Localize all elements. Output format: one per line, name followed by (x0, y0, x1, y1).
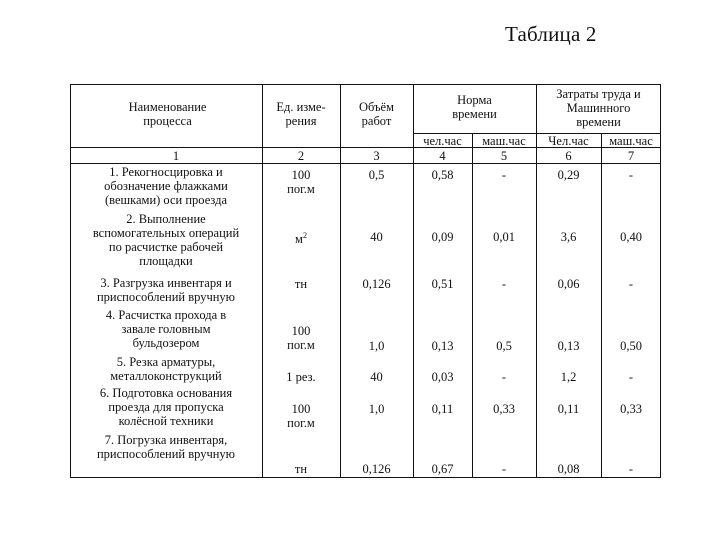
colnum-3: 3 (373, 149, 380, 163)
row7-name: 7. Погрузка инвентаря, приспособлений вручную (96, 433, 236, 461)
row2-labor-machine: 0,40 (620, 230, 642, 244)
colnum-4: 4 (439, 149, 446, 163)
header-labor: Затраты труда и Машинного времени (556, 87, 641, 129)
row3-norm-people: 0,51 (431, 277, 454, 291)
row2-volume: 40 (370, 230, 383, 244)
row5-labor-people: 1,2 (560, 370, 577, 384)
colnum-2: 2 (297, 149, 305, 163)
row3-labor-machine: - (628, 277, 634, 291)
row5-norm-machine: - (501, 370, 507, 384)
row5-unit: 1 рез. (286, 370, 316, 384)
row7-unit: тн (294, 462, 308, 476)
subheader-norm-people: чел.час (423, 134, 462, 148)
row7-labor-people: 0,08 (557, 462, 580, 476)
header-norm: Норма времени (452, 93, 497, 121)
row5-norm-people: 0,03 (431, 370, 454, 384)
row1-labor-people: 0,29 (557, 168, 580, 182)
row7-norm-machine: - (501, 462, 507, 476)
row4-name: 4. Расчистка прохода в завале головным бульдозером (105, 308, 227, 350)
header-process: Наименование процесса (128, 100, 207, 128)
row1-norm-machine: - (501, 168, 507, 182)
colnum-5: 5 (500, 149, 508, 163)
row2-norm-people: 0,09 (431, 230, 454, 244)
row4-unit: 100 пог.м (287, 324, 315, 352)
row1-labor-machine: - (628, 168, 634, 182)
row4-volume: 1,0 (368, 339, 385, 353)
row6-volume: 1,0 (368, 402, 385, 416)
row6-labor-people: 0,11 (557, 402, 580, 416)
row2-name: 2. Выполнение вспомогательных операций по расчистке рабочей площадки (92, 212, 240, 268)
row3-labor-people: 0,06 (557, 277, 580, 291)
row5-volume: 40 (370, 370, 383, 384)
row2-unit: $м^2$ (295, 230, 307, 246)
header-unit: Ед. изме- рения (276, 100, 326, 128)
colnum-1: 1 (172, 149, 180, 163)
subheader-labor-machine: маш.час (609, 134, 653, 148)
row6-norm-people: 0,11 (431, 402, 454, 416)
row4-labor-people: 0,13 (557, 339, 580, 353)
row4-labor-machine: 0,50 (620, 339, 642, 353)
colnum-6: 6 (565, 149, 572, 163)
row1-volume: 0,5 (368, 168, 385, 182)
row6-name: 6. Подготовка основания проезда для пропуска колёсной техники (99, 386, 233, 428)
header-volume: Объём работ (359, 100, 394, 128)
colnum-7: 7 (627, 149, 635, 163)
row6-labor-machine: 0,33 (620, 402, 642, 416)
row1-norm-people: 0,58 (431, 168, 454, 182)
row7-norm-people: 0,67 (431, 462, 454, 476)
row6-norm-machine: 0,33 (493, 402, 515, 416)
rule-col6 (601, 133, 602, 478)
rule-col4 (472, 133, 473, 478)
row2-norm-machine: 0,01 (493, 230, 515, 244)
row6-unit: 100 пог.м (287, 402, 315, 430)
row4-norm-machine: 0,5 (496, 339, 512, 353)
row3-name: 3. Разгрузка инвентаря и приспособлений вручную (96, 276, 236, 304)
row5-labor-machine: - (628, 370, 634, 384)
row3-volume: 0,126 (362, 277, 391, 291)
table-caption: Таблица 2 (505, 22, 597, 46)
row7-labor-machine: - (628, 462, 634, 476)
row4-norm-people: 0,13 (431, 339, 454, 353)
row1-unit: 100 пог.м (287, 168, 315, 196)
row3-unit: тн (294, 277, 308, 291)
row1-name: 1. Рекогносцировка и обозначение флажками (вешками) оси проезда (104, 165, 228, 207)
subheader-labor-people: Чел.час (548, 134, 589, 148)
row3-norm-machine: - (501, 277, 507, 291)
rule-colnum-bottom (70, 163, 661, 164)
row5-name: 5. Резка арматуры, металлоконструкций (110, 355, 222, 383)
row2-labor-people: 3,6 (560, 230, 577, 244)
subheader-norm-machine: маш.час (482, 134, 526, 148)
row7-volume: 0,126 (362, 462, 391, 476)
